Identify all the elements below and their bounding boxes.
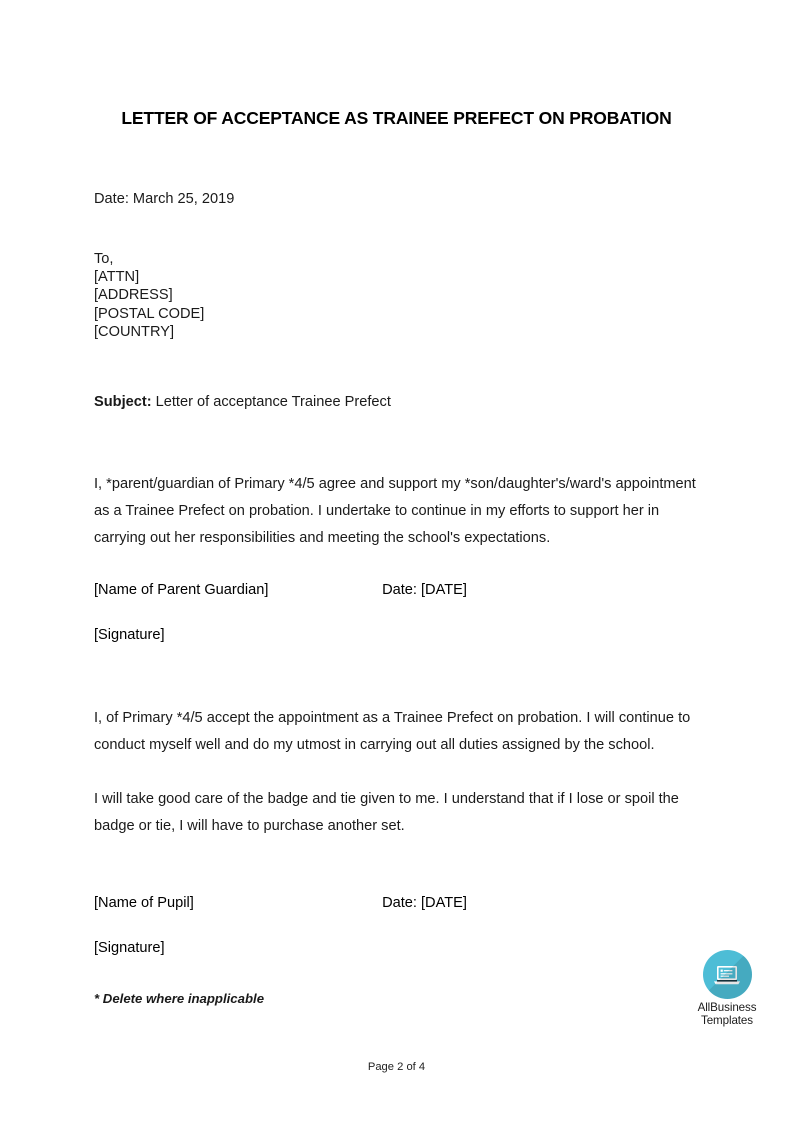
paragraph-pupil-acceptance: I, of Primary *4/5 accept the appointment as a Trainee Prefect on probation. I will continue to conduct myself well and do my utmost in carrying out all duties assigned by the school.	[94, 710, 691, 753]
footer-page-number: Page 2 of 4	[367, 1061, 426, 1073]
pupil-date-placeholder: Date: [DATE]	[382, 895, 467, 911]
recipient-country: [COUNTRY]	[94, 323, 175, 340]
subject-label: Subject:	[94, 394, 152, 410]
logo-long-shadow	[703, 950, 752, 999]
paragraph-badge-care: I will take good care of the badge and tie given to me. I understand that if I lose or spoil the badge or tie, I will have to purchase another set.	[94, 791, 679, 834]
logo-text-line1: AllBusiness	[697, 1001, 757, 1014]
pupil-signature-row	[94, 894, 696, 912]
parent-signature-row	[94, 581, 696, 599]
allbusiness-templates-logo[interactable]	[687, 950, 767, 1027]
parent-signature-placeholder: [Signature]	[94, 627, 165, 643]
recipient-address: [ADDRESS]	[94, 287, 173, 304]
pupil-name-placeholder: [Name of Pupil]	[94, 895, 194, 911]
footnote-delete-where-inapplicable: * Delete where inapplicable	[94, 991, 265, 1006]
document-date: Date: March 25, 2019	[94, 191, 235, 207]
recipient-attn: [ATTN]	[94, 269, 140, 286]
recipient-postal-code: [POSTAL CODE]	[94, 305, 205, 322]
recipient-address-block	[94, 250, 696, 341]
page-title: LETTER OF ACCEPTANCE AS TRAINEE PREFECT ON PROBATION	[121, 107, 672, 128]
laptop-icon	[703, 950, 752, 999]
recipient-salutation: To,	[94, 251, 114, 267]
parent-name-placeholder: [Name of Parent Guardian]	[94, 582, 269, 598]
pupil-signature-placeholder: [Signature]	[94, 940, 165, 956]
logo-text	[687, 1001, 767, 1027]
logo-text-line2: Templates	[701, 1014, 753, 1027]
subject-line	[94, 393, 696, 411]
paragraph-parent-declaration: I, *parent/guardian of Primary *4/5 agree and support my *son/daughter's/ward's appointment as a Trainee Prefect on probation. I undertake to continue in my efforts to support her in carrying out her responsibilities and meeting the school's expectations.	[94, 476, 696, 546]
parent-date-placeholder: Date: [DATE]	[382, 582, 467, 598]
subject-value: Letter of acceptance Trainee Prefect	[155, 394, 391, 410]
